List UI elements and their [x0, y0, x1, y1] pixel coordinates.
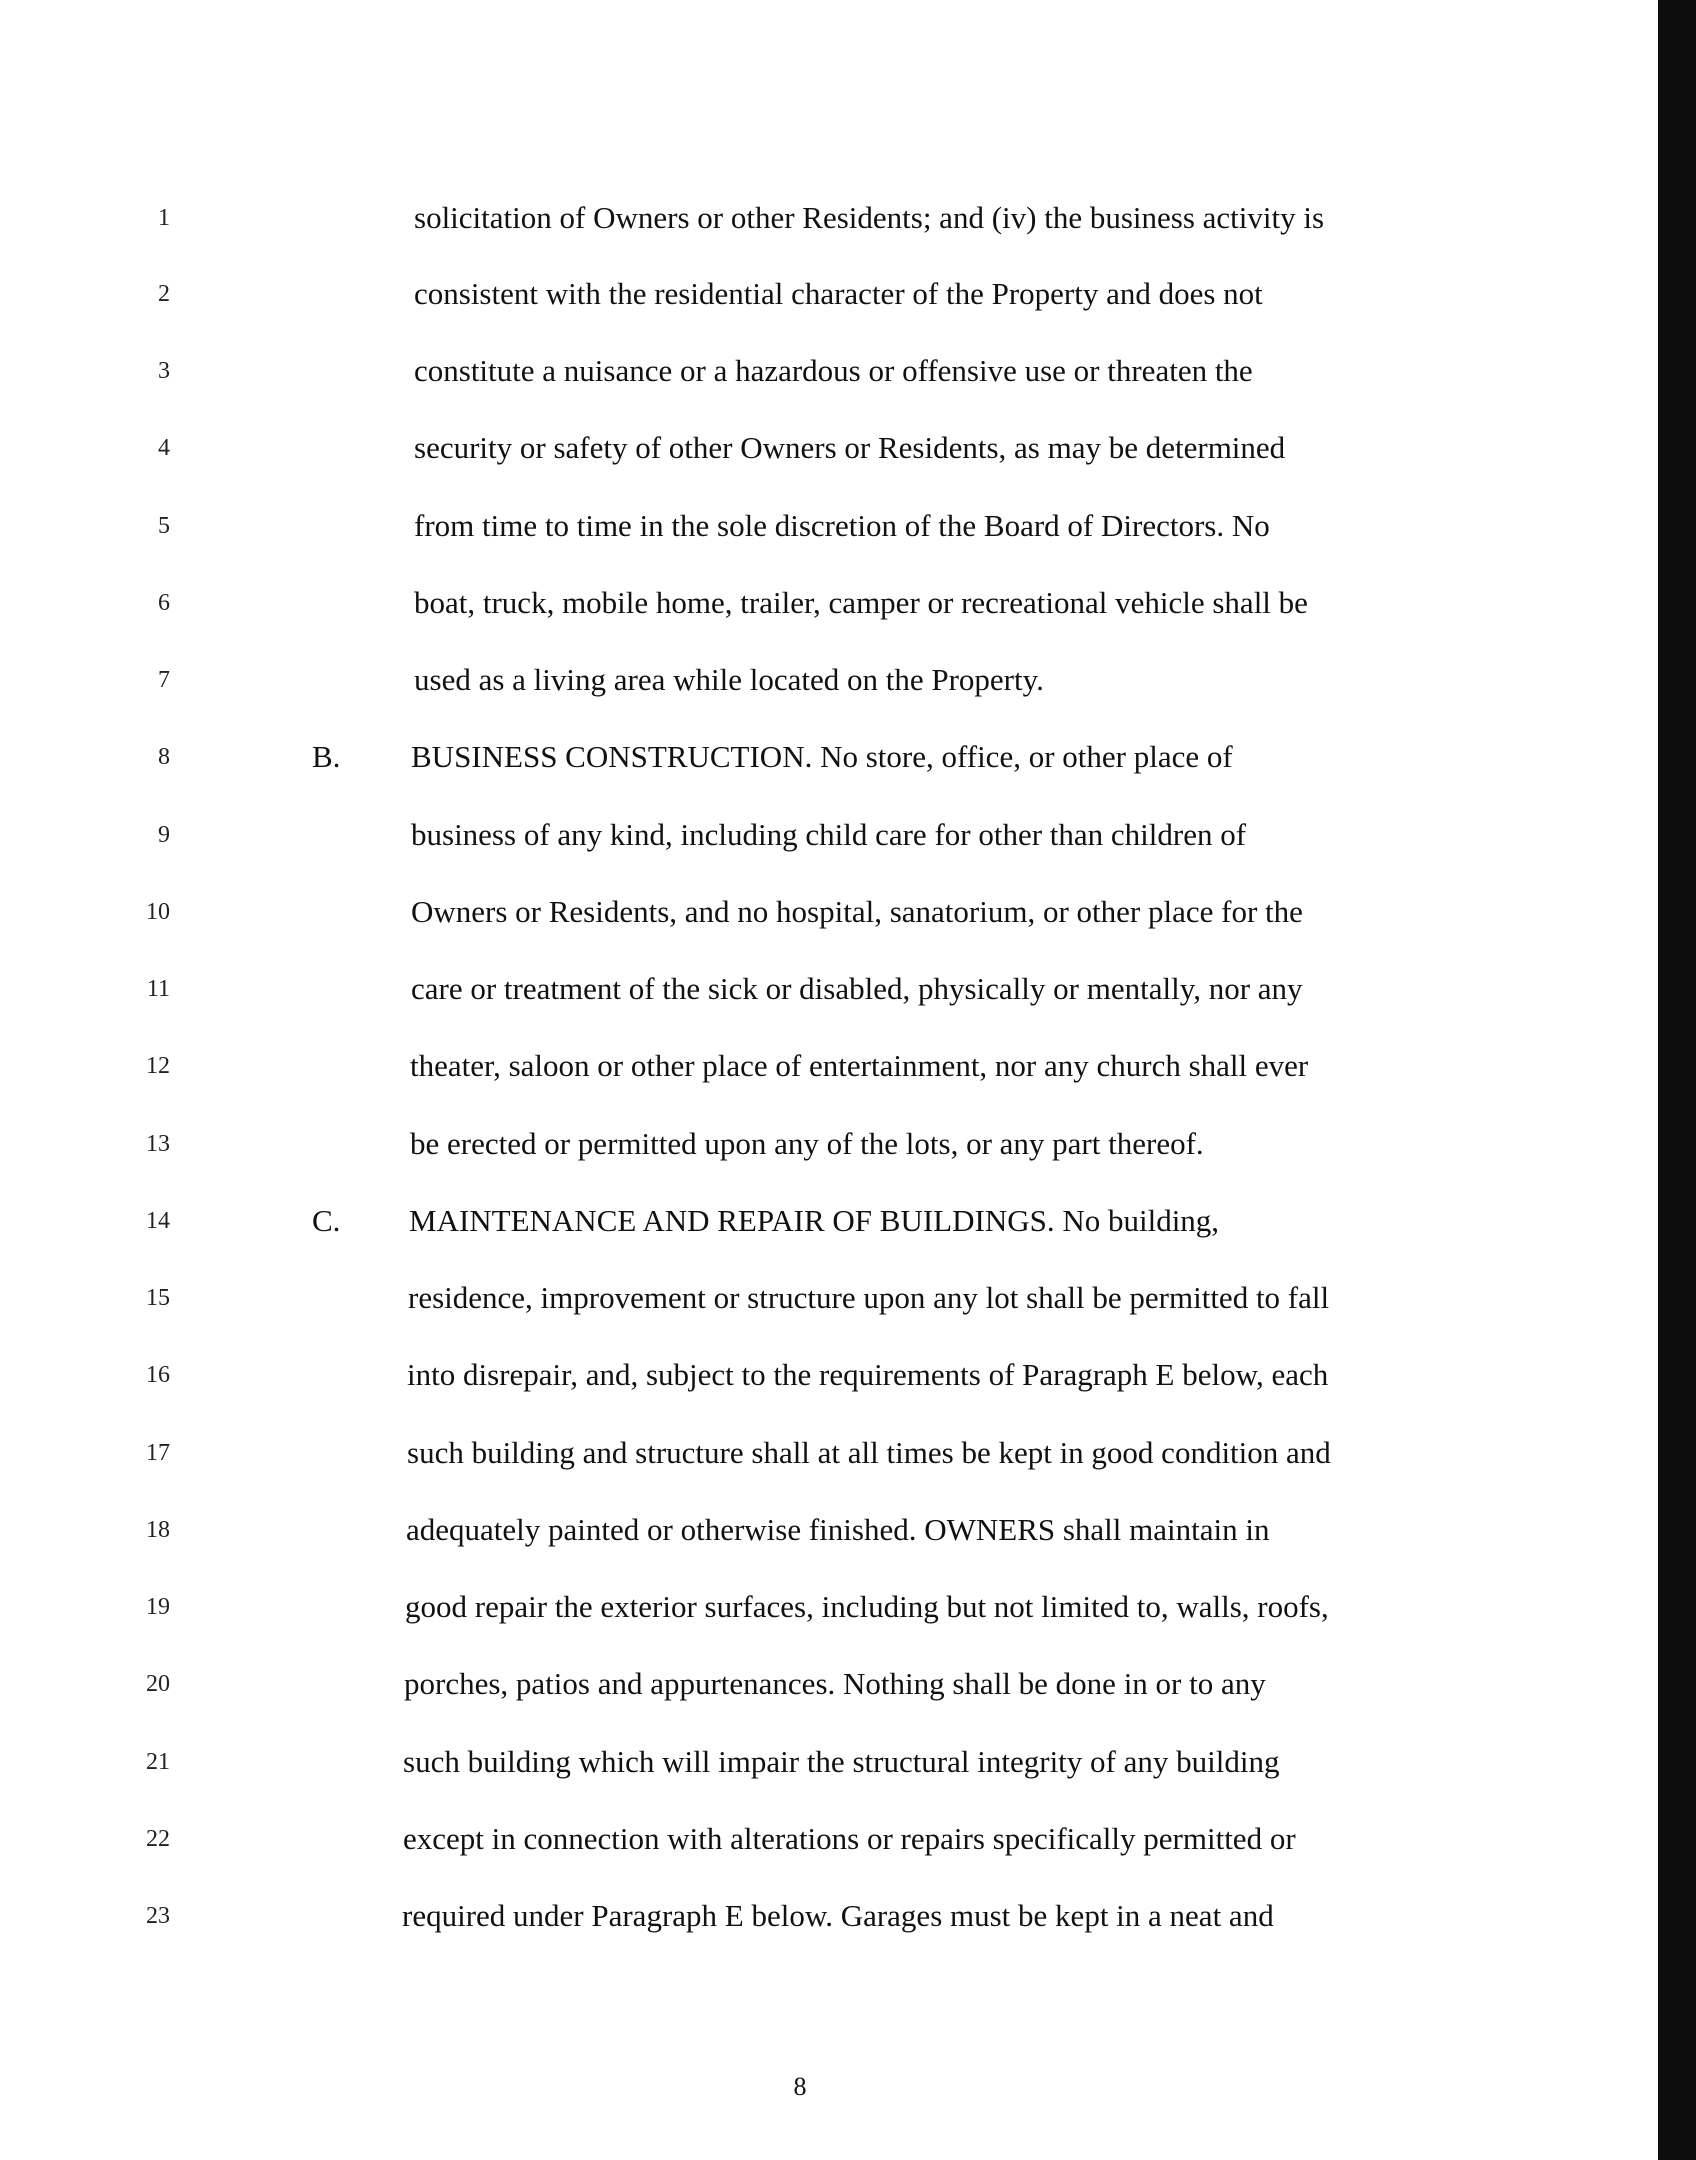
line-number: 15 [146, 1285, 170, 1311]
line-number: 13 [146, 1131, 170, 1157]
line-text: BUSINESS CONSTRUCTION. No store, office, or other place of [411, 739, 1233, 774]
document-line [0, 573, 1696, 633]
line-number: 11 [146, 976, 170, 1002]
line-number: 1 [158, 205, 170, 231]
line-text: be erected or permitted upon any of the lots, or any part thereof. [410, 1126, 1204, 1161]
line-number: 6 [158, 590, 170, 616]
line-text: theater, saloon or other place of entertainment, nor any church shall ever [410, 1048, 1309, 1083]
line-text: business of any kind, including child care for other than children of [411, 817, 1247, 852]
document-line [0, 650, 1696, 710]
line-text: from time to time in the sole discretion of the Board of Directors. No [414, 508, 1270, 543]
line-number: 16 [146, 1362, 170, 1388]
line-text: porches, patios and appurtenances. Nothing shall be done in or to any [404, 1666, 1266, 1701]
line-text: required under Paragraph E below. Garages must be kept in a neat and [402, 1898, 1274, 1933]
line-text: residence, improvement or structure upon any lot shall be permitted to fall [408, 1280, 1330, 1315]
line-number: 3 [158, 358, 170, 384]
line-number: 2 [158, 281, 170, 307]
document-line [0, 418, 1696, 478]
page-number: 8 [793, 2072, 807, 2101]
line-text: care or treatment of the sick or disabled, physically or mentally, nor any [411, 971, 1303, 1006]
line-number: 9 [158, 822, 170, 848]
document-line [0, 1191, 1696, 1251]
line-text: Owners or Residents, and no hospital, sanatorium, or other place for the [411, 894, 1303, 929]
document-line [0, 882, 1696, 942]
document-line [0, 264, 1696, 324]
document-line [0, 1114, 1696, 1174]
line-text: MAINTENANCE AND REPAIR OF BUILDINGS. No building, [409, 1203, 1220, 1238]
line-number: 23 [146, 1903, 170, 1929]
line-number: 10 [146, 899, 170, 925]
line-number: 20 [146, 1671, 170, 1697]
document-line [0, 1268, 1696, 1328]
line-number: 7 [158, 667, 170, 693]
document-line [0, 727, 1696, 787]
line-number: 22 [146, 1826, 170, 1852]
document-line [0, 1809, 1696, 1869]
line-text: good repair the exterior surfaces, including but not limited to, walls, roofs, [405, 1589, 1329, 1624]
line-text: solicitation of Owners or other Residents; and (iv) the business activity is [414, 200, 1325, 235]
line-text: used as a living area while located on the Property. [414, 662, 1044, 697]
section-label: C. [312, 1203, 341, 1238]
document-line [0, 1036, 1696, 1096]
line-text: boat, truck, mobile home, trailer, camper or recreational vehicle shall be [414, 585, 1308, 620]
line-text: constitute a nuisance or a hazardous or offensive use or threaten the [414, 353, 1253, 388]
document-line [0, 341, 1696, 401]
document-line [0, 1654, 1696, 1714]
line-text: security or safety of other Owners or Residents, as may be determined [414, 430, 1286, 465]
line-number: 8 [158, 744, 170, 770]
document-line [0, 805, 1696, 865]
line-number: 17 [146, 1440, 170, 1466]
line-text: consistent with the residential character of the Property and does not [414, 276, 1263, 311]
document-line [0, 1345, 1696, 1405]
document-line [0, 496, 1696, 556]
line-text: adequately painted or otherwise finished. OWNERS shall maintain in [406, 1512, 1270, 1547]
line-number: 12 [146, 1053, 170, 1079]
line-number: 14 [146, 1208, 170, 1234]
line-number: 21 [146, 1749, 170, 1775]
line-number: 4 [158, 435, 170, 461]
line-number: 5 [158, 513, 170, 539]
document-line [0, 188, 1696, 248]
document-line [0, 1500, 1696, 1560]
document-line [0, 1423, 1696, 1483]
line-number: 18 [146, 1517, 170, 1543]
line-text: except in connection with alterations or repairs specifically permitted or [403, 1821, 1296, 1856]
document-line [0, 1886, 1696, 1946]
document-line [0, 1732, 1696, 1792]
line-number: 19 [146, 1594, 170, 1620]
document-line [0, 959, 1696, 1019]
line-text: into disrepair, and, subject to the requirements of Paragraph E below, each [407, 1357, 1329, 1392]
document-line [0, 1577, 1696, 1637]
line-text: such building and structure shall at all times be kept in good condition and [407, 1435, 1331, 1470]
section-label: B. [312, 739, 341, 774]
line-text: such building which will impair the structural integrity of any building [403, 1744, 1280, 1779]
